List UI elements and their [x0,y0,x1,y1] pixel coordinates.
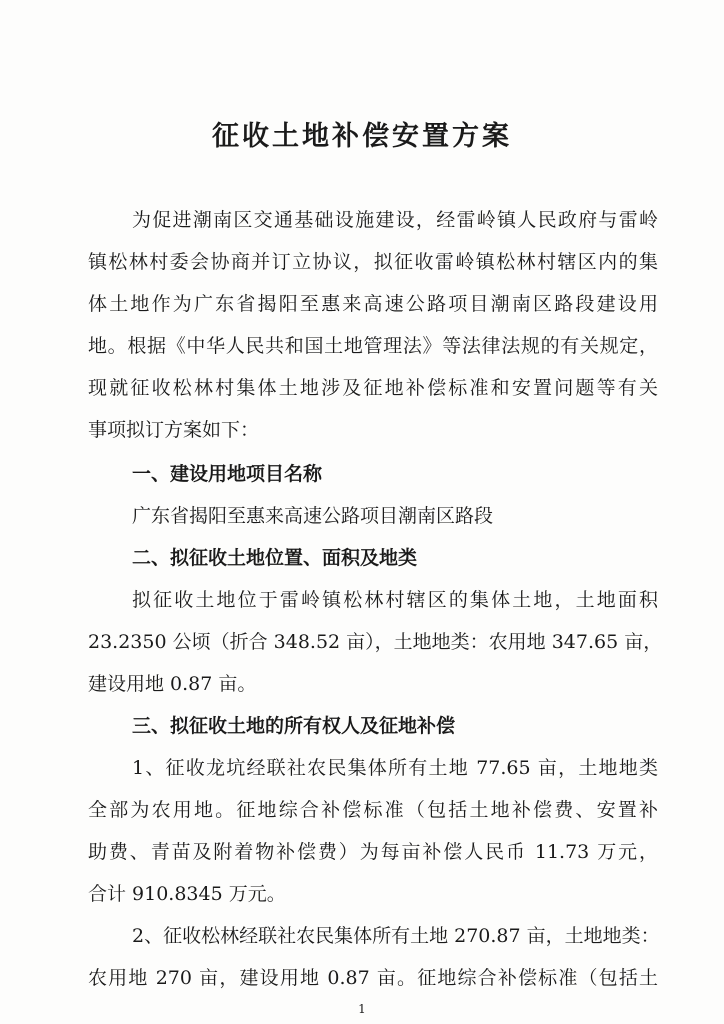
intro-line: 现就征收松林村集体土地涉及征地补偿标准和安置问题等有关 [88,377,658,399]
section-line: 建设用地 0.87 亩。 [88,673,257,695]
section-line: 拟征收土地位于雷岭镇松林村辖区的集体土地，土地面积 [132,589,658,611]
document-title: 征收土地补偿安置方案 [212,121,512,152]
section-heading: 一、建设用地项目名称 [132,463,323,485]
intro-line: 事项拟订方案如下： [88,419,260,441]
item-line: 2、征收松林经联社农民集体所有土地 270.87 亩，土地地类： [132,925,660,947]
item-line: 助费、青苗及附着物补偿费）为每亩补偿人民币 11.73 万元， [88,841,658,863]
section-heading: 二、拟征收土地位置、面积及地类 [132,547,418,569]
item-line: 1、征收龙坑经联社农民集体所有土地 77.65 亩，土地地类 [132,757,658,779]
intro-line: 地。根据《中华人民共和国土地管理法》等法律法规的有关规定， [88,335,658,357]
intro-line: 镇松林村委会协商并订立协议，拟征收雷岭镇松林村辖区内的集 [88,251,658,273]
item-line: 农用地 270 亩，建设用地 0.87 亩。征地综合补偿标准（包括土 [88,967,658,989]
intro-line: 体土地作为广东省揭阳至惠来高速公路项目潮南区路段建设用 [88,293,658,315]
page-number: 1 [358,1002,366,1016]
item-line: 合计 910.8345 万元。 [88,883,286,905]
intro-line: 为促进潮南区交通基础设施建设，经雷岭镇人民政府与雷岭 [132,209,658,231]
section-heading: 三、拟征收土地的所有权人及征地补偿 [132,715,456,737]
section-line: 23.2350 公顷（折合 348.52 亩），土地地类：农用地 347.65 亩， [88,631,663,653]
item-line: 全部为农用地。征地综合补偿标准（包括土地补偿费、安置补 [88,799,658,821]
section-line: 广东省揭阳至惠来高速公路项目潮南区路段 [132,505,494,527]
